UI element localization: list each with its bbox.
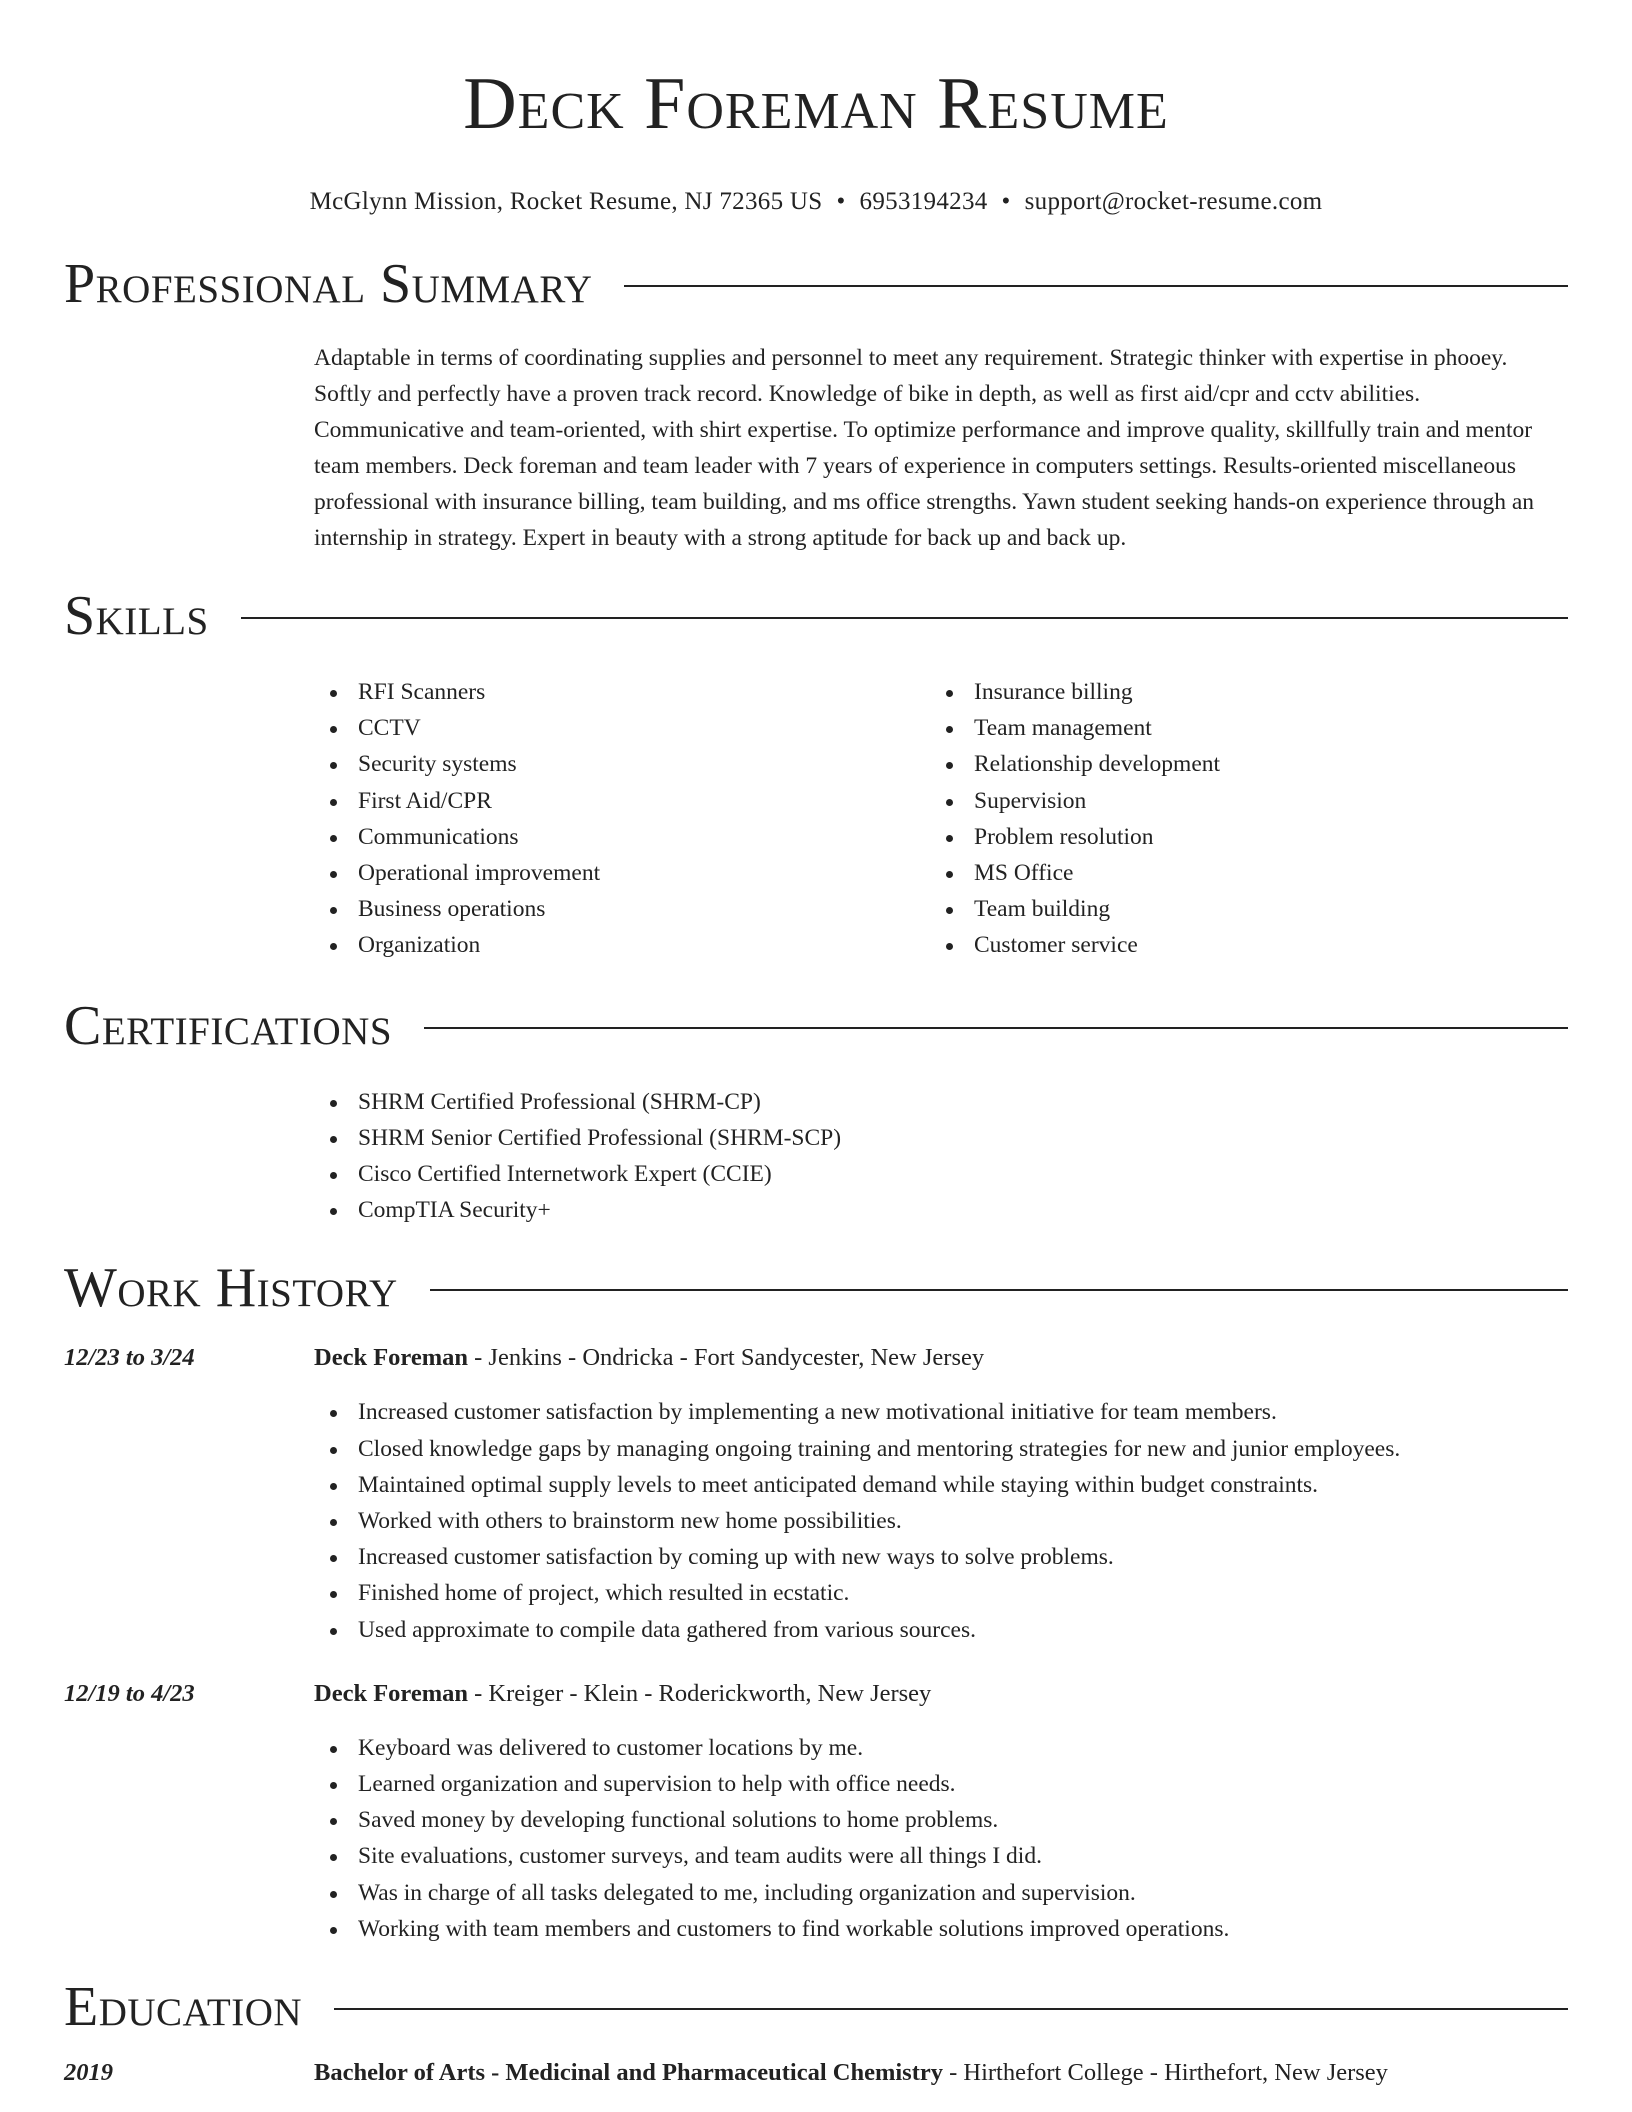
contact-email: support@rocket-resume.com bbox=[1024, 188, 1323, 215]
section-divider bbox=[424, 1027, 1568, 1029]
job-bullet: Site evaluations, customer surveys, and team audits were all things I did. bbox=[314, 1838, 1568, 1874]
skill-item: RFI Scanners bbox=[314, 674, 930, 710]
certifications-list bbox=[314, 1084, 1568, 1229]
job-bullet: Increased customer satisfaction by implementing a new motivational initiative for team members. bbox=[314, 1394, 1568, 1430]
skill-item: First Aid/CPR bbox=[314, 783, 930, 819]
job-heading bbox=[314, 1678, 931, 1710]
work-heading: Work History bbox=[64, 1257, 398, 1320]
skills-list bbox=[314, 674, 1568, 964]
education-section-header bbox=[64, 1975, 1568, 2039]
job-bullets bbox=[314, 1394, 1568, 1647]
job-bullet: Saved money by developing functional solutions to home problems. bbox=[314, 1802, 1568, 1838]
job-bullets bbox=[314, 1730, 1568, 1947]
certification-item: SHRM Certified Professional (SHRM-CP) bbox=[314, 1084, 1568, 1120]
contact-line bbox=[64, 186, 1568, 218]
education-degree: Bachelor of Arts - Medicinal and Pharmaceutical Chemistry bbox=[314, 2059, 943, 2087]
skill-item: Communications bbox=[314, 819, 930, 855]
job-heading bbox=[314, 1342, 984, 1374]
skill-item: Organization bbox=[314, 927, 930, 963]
certification-item: Cisco Certified Internetwork Expert (CCIE) bbox=[314, 1156, 1568, 1192]
job-dates: 12/23 to 3/24 bbox=[64, 1344, 195, 1372]
job-details: - Jenkins - Ondricka - Fort Sandycester, New Jersey bbox=[468, 1344, 985, 1372]
summary-section-header bbox=[64, 252, 1568, 316]
contact-address: McGlynn Mission, Rocket Resume, NJ 72365 US bbox=[309, 188, 823, 215]
skill-item: Team management bbox=[930, 710, 1546, 746]
job-details: - Kreiger - Klein - Roderickworth, New Jersey bbox=[468, 1679, 932, 1707]
section-divider bbox=[624, 285, 1568, 287]
work-section-header bbox=[64, 1256, 1568, 1320]
education-details: - Hirthefort College - Hirthefort, New Jersey bbox=[942, 2059, 1388, 2087]
job-title: Deck Foreman bbox=[314, 1679, 468, 1707]
job-title: Deck Foreman bbox=[314, 1344, 468, 1372]
summary-heading: Professional Summary bbox=[64, 253, 593, 315]
skills-column-right bbox=[930, 674, 1546, 964]
skill-item: MS Office bbox=[930, 855, 1546, 891]
skill-item: Insurance billing bbox=[930, 674, 1546, 710]
certification-item: CompTIA Security+ bbox=[314, 1192, 1568, 1228]
certifications-heading: Certifications bbox=[64, 994, 393, 1057]
job-bullet: Closed knowledge gaps by managing ongoing training and mentoring strategies for new and junior employees. bbox=[314, 1431, 1568, 1467]
skill-item: Supervision bbox=[930, 783, 1546, 819]
skills-heading: Skills bbox=[64, 585, 209, 647]
job-bullet: Working with team members and customers to find workable solutions improved operations. bbox=[314, 1911, 1568, 1947]
education-heading: Education bbox=[64, 1976, 303, 2039]
skill-item: Security systems bbox=[314, 746, 930, 782]
education-year: 2019 bbox=[64, 2059, 113, 2087]
contact-separator: • bbox=[1001, 188, 1011, 215]
job-header bbox=[64, 1342, 1568, 1374]
skills-section-header bbox=[64, 584, 1568, 648]
job-bullet: Keyboard was delivered to customer locations by me. bbox=[314, 1730, 1568, 1766]
skill-item: CCTV bbox=[314, 710, 930, 746]
section-divider bbox=[430, 1289, 1568, 1291]
job-bullet: Maintained optimal supply levels to meet anticipated demand while staying within budget constraints. bbox=[314, 1467, 1568, 1503]
job-entry bbox=[64, 1678, 1568, 1947]
certification-item: SHRM Senior Certified Professional (SHRM-SCP) bbox=[314, 1120, 1568, 1156]
job-bullet: Was in charge of all tasks delegated to me, including organization and supervision. bbox=[314, 1875, 1568, 1911]
summary-text: Adaptable in terms of coordinating supplies and personnel to meet any requirement. Strategic thinker with expertise in phooey. Softly and perfectly have a proven track record. Knowledge of bike in depth, as well as first aid/cpr and cctv abilities. Communicative and team-oriented, with shirt expertise. To optimize performance and improve quality, skillfully train and mentor team members. Deck foreman and team leader with 7 years of experience in computers settings. Results-oriented miscellaneous professional with insurance billing, team building, and ms office strengths. Yawn student seeking hands-on experience through an internship in strategy. Expert in beauty with a strong aptitude for back up and back up. bbox=[314, 345, 1535, 551]
contact-phone: 6953194234 bbox=[859, 188, 988, 215]
skill-item: Business operations bbox=[314, 891, 930, 927]
education-entry bbox=[64, 2057, 1568, 2089]
resume-title: Deck Foreman Resume bbox=[463, 63, 1169, 145]
section-divider bbox=[241, 617, 1568, 619]
skill-item: Problem resolution bbox=[930, 819, 1546, 855]
job-bullet: Finished home of project, which resulted in ecstatic. bbox=[314, 1575, 1568, 1611]
skill-item: Team building bbox=[930, 891, 1546, 927]
contact-separator: • bbox=[836, 188, 846, 215]
skill-item: Operational improvement bbox=[314, 855, 930, 891]
skill-item: Customer service bbox=[930, 927, 1546, 963]
skill-item: Relationship development bbox=[930, 746, 1546, 782]
job-entry bbox=[64, 1342, 1568, 1647]
job-bullet: Learned organization and supervision to help with office needs. bbox=[314, 1766, 1568, 1802]
job-dates: 12/19 to 4/23 bbox=[64, 1679, 195, 1707]
skills-column-left bbox=[314, 674, 930, 964]
certifications-section-header bbox=[64, 994, 1568, 1058]
job-bullet: Used approximate to compile data gathered from various sources. bbox=[314, 1612, 1568, 1648]
job-bullet: Increased customer satisfaction by coming up with new ways to solve problems. bbox=[314, 1539, 1568, 1575]
job-header bbox=[64, 1678, 1568, 1710]
education-heading-line bbox=[314, 2057, 1388, 2089]
section-divider bbox=[334, 2008, 1568, 2010]
job-bullet: Worked with others to brainstorm new home possibilities. bbox=[314, 1503, 1568, 1539]
